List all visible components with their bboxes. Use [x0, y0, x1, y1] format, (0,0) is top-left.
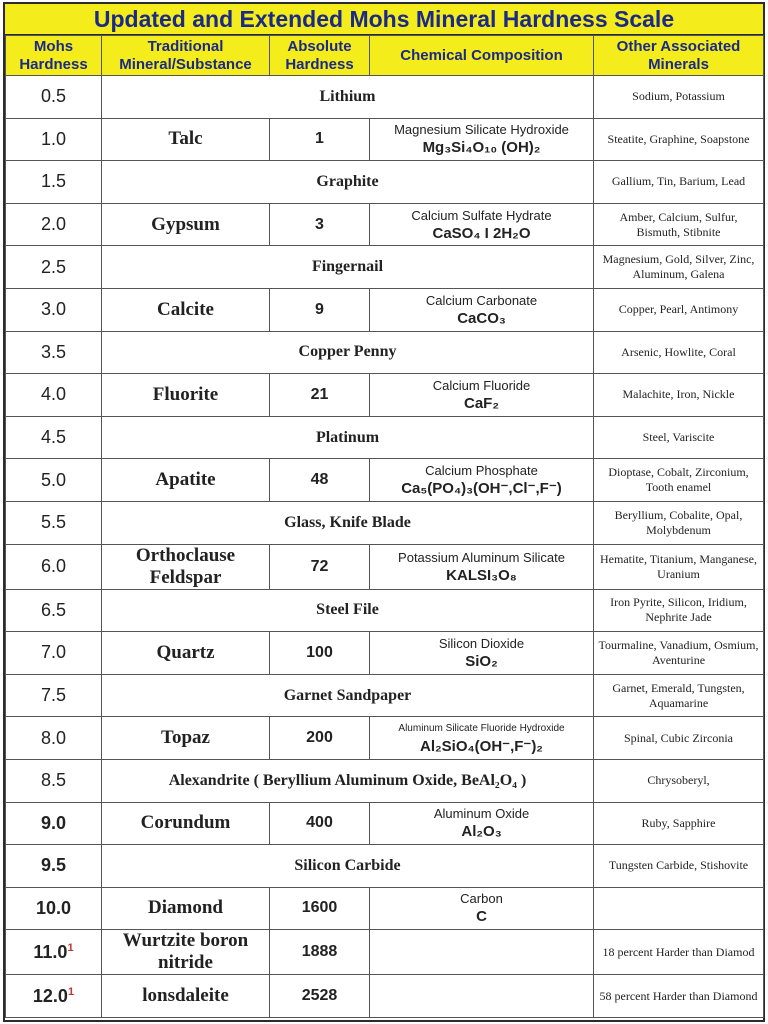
table-row [6, 501, 764, 544]
associated-minerals-cell: Sodium, Potassium [594, 76, 764, 119]
associated-minerals-cell: Arsenic, Howlite, Coral [594, 331, 764, 374]
traditional-mineral-cell: Fluorite [102, 374, 270, 417]
associated-minerals-cell: Amber, Calcium, Sulfur, Bismuth, Stibnite [594, 203, 764, 246]
chemical-formula: Ca₅(PO₄)₃(OH⁻,Cl⁻,F⁻) [401, 480, 562, 498]
mohs-value-cell [6, 374, 102, 417]
associated-minerals-cell: Magnesium, Gold, Silver, Zinc, Aluminum, Galena [594, 246, 764, 289]
chemical-composition-cell [370, 717, 594, 760]
absolute-hardness-cell: 1 [270, 118, 370, 161]
associated-minerals-cell: Tungsten Carbide, Stishovite [594, 845, 764, 888]
mohs-value: 8.5 [40, 770, 67, 791]
associated-minerals-cell: Beryllium, Cobalite, Opal, Molybdenum [594, 501, 764, 544]
substance-cell: Garnet Sandpaper [102, 674, 594, 717]
associated-minerals-cell: Chrysoberyl, [594, 759, 764, 802]
associated-minerals-cell: Tourmaline, Vanadium, Osmium, Aventurine [594, 632, 764, 675]
traditional-mineral-cell: Apatite [102, 459, 270, 502]
traditional-mineral-cell: Corundum [102, 802, 270, 845]
absolute-hardness-cell: 400 [270, 802, 370, 845]
mohs-value-cell [6, 845, 102, 888]
table-row [6, 331, 764, 374]
chemical-name: Calcium Sulfate Hydrate [411, 207, 552, 223]
chemical-composition-cell [370, 203, 594, 246]
chemical-formula: KALSI₃O₈ [446, 566, 517, 584]
traditional-mineral-cell: Gypsum [102, 203, 270, 246]
associated-minerals-cell: Ruby, Sapphire [594, 802, 764, 845]
mohs-value: 6.0 [40, 556, 67, 577]
mohs-value: 3.0 [40, 299, 67, 320]
traditional-mineral-cell: Calcite [102, 288, 270, 331]
table-row [6, 416, 764, 459]
traditional-mineral-cell: Talc [102, 118, 270, 161]
substance-cell: Steel File [102, 589, 594, 632]
header-traditional-mineral: Traditional Mineral/Substance [102, 36, 270, 76]
chemical-name: Carbon [460, 891, 503, 907]
associated-minerals-cell: Hematite, Titanium, Manganese, Uranium [594, 544, 764, 589]
chemical-name: Calcium Phosphate [425, 463, 538, 479]
table-row [6, 374, 764, 417]
chemical-formula: CaSO₄ I 2H₂O [432, 224, 531, 242]
absolute-hardness-cell: 9 [270, 288, 370, 331]
table-row [6, 161, 764, 204]
header-mohs-hardness: Mohs Hardness [6, 36, 102, 76]
chemical-formula: SiO₂ [465, 652, 498, 670]
mohs-value-cell [6, 930, 102, 975]
absolute-hardness-cell: 1888 [270, 930, 370, 975]
absolute-hardness-cell: 21 [270, 374, 370, 417]
associated-minerals-cell: Gallium, Tin, Barium, Lead [594, 161, 764, 204]
page-title: Updated and Extended Mohs Mineral Hardness Scale [5, 4, 763, 35]
mohs-value: 2.5 [40, 256, 67, 277]
substance-cell: Silicon Carbide [102, 845, 594, 888]
chemical-name: Calcium Fluoride [432, 377, 531, 393]
mohs-value: 5.0 [40, 469, 67, 490]
associated-minerals-cell [594, 887, 764, 930]
associated-minerals-cell: Iron Pyrite, Silicon, Iridium, Nephrite Jade [594, 589, 764, 632]
substance-cell: Glass, Knife Blade [102, 501, 594, 544]
chemical-composition-cell [370, 632, 594, 675]
traditional-mineral-cell: Diamond [102, 887, 270, 930]
chemical-name: Silicon Dioxide [438, 635, 525, 651]
mohs-value-cell [6, 802, 102, 845]
mohs-value-cell [6, 887, 102, 930]
chemical-composition-cell [370, 288, 594, 331]
mohs-value-cell [6, 674, 102, 717]
absolute-hardness-cell: 100 [270, 632, 370, 675]
table-row [6, 717, 764, 760]
absolute-hardness-cell: 200 [270, 717, 370, 760]
mohs-value-cell [6, 589, 102, 632]
mohs-value-cell [6, 459, 102, 502]
substance-cell: Platinum [102, 416, 594, 459]
mohs-value: 11.0 [33, 941, 68, 962]
absolute-hardness-cell: 72 [270, 544, 370, 589]
hardness-table [5, 35, 764, 1018]
associated-minerals-cell: Steatite, Graphine, Soapstone [594, 118, 764, 161]
table-row [6, 544, 764, 589]
mohs-value: 4.0 [40, 384, 67, 405]
mohs-value: 1.5 [40, 171, 67, 192]
mohs-value: 6.5 [40, 599, 67, 620]
mohs-value-cell [6, 632, 102, 675]
mohs-value-cell [6, 717, 102, 760]
chemical-composition-cell [370, 118, 594, 161]
substance-cell: Lithium [102, 76, 594, 119]
mohs-value: 5.5 [40, 512, 67, 533]
chemical-composition-cell [370, 374, 594, 417]
chemical-formula: Al₂SiO₄(OH⁻,F⁻)₂ [420, 738, 543, 756]
chemical-name: Calcium Carbonate [425, 292, 538, 308]
mohs-value: 10.0 [35, 897, 72, 918]
table-row [6, 76, 764, 119]
table-row [6, 246, 764, 289]
associated-minerals-cell: 58 percent Harder than Diamond [594, 975, 764, 1018]
mohs-value: 9.5 [40, 855, 67, 876]
associated-minerals-cell: Copper, Pearl, Antimony [594, 288, 764, 331]
footnote-marker: 1 [67, 985, 75, 998]
associated-minerals-cell: 18 percent Harder than Diamod [594, 930, 764, 975]
chemical-composition-cell [370, 544, 594, 589]
mohs-value: 9.0 [40, 812, 67, 833]
mohs-value-cell [6, 759, 102, 802]
chemical-formula: C [476, 908, 487, 926]
mohs-value: 7.0 [40, 642, 67, 663]
chemical-name: Aluminum Oxide [433, 806, 530, 822]
table-body [6, 76, 764, 1018]
traditional-mineral-cell: Orthoclause Feldspar [102, 544, 270, 589]
table-row [6, 845, 764, 888]
footnote-marker: 1 [67, 941, 74, 954]
table-row [6, 203, 764, 246]
mohs-value-cell [6, 161, 102, 204]
chemical-name: Aluminum Silicate Fluoride Hydroxide [398, 723, 565, 735]
table-row [6, 887, 764, 930]
table-row [6, 802, 764, 845]
mohs-value: 0.5 [40, 86, 67, 107]
absolute-hardness-cell: 48 [270, 459, 370, 502]
mohs-value-cell [6, 544, 102, 589]
chemical-composition-cell [370, 887, 594, 930]
traditional-mineral-cell: lonsdaleite [102, 975, 270, 1018]
mohs-value: 7.5 [40, 685, 67, 706]
table-row [6, 459, 764, 502]
mohs-value-cell [6, 288, 102, 331]
chemical-formula: CaF₂ [463, 394, 499, 412]
mohs-value: 2.0 [40, 214, 67, 235]
mohs-value-cell [6, 331, 102, 374]
absolute-hardness-cell: 2528 [270, 975, 370, 1018]
table-row [6, 632, 764, 675]
mohs-value-cell [6, 118, 102, 161]
associated-minerals-cell: Dioptase, Cobalt, Zirconium, Tooth enamel [594, 459, 764, 502]
associated-minerals-cell: Garnet, Emerald, Tungsten, Aquamarine [594, 674, 764, 717]
substance-cell: Fingernail [102, 246, 594, 289]
table-row [6, 759, 764, 802]
absolute-hardness-cell: 3 [270, 203, 370, 246]
mohs-value: 12.0 [32, 985, 68, 1006]
associated-minerals-cell: Spinal, Cubic Zirconia [594, 717, 764, 760]
header-associated-minerals: Other Associated Minerals [594, 36, 764, 76]
mohs-value-cell [6, 416, 102, 459]
chemical-composition-cell [370, 930, 594, 975]
traditional-mineral-cell: Topaz [102, 717, 270, 760]
substance-cell: Alexandrite ( Beryllium Aluminum Oxide, BeAl₂O₄ ) [102, 759, 594, 802]
table-row [6, 674, 764, 717]
substance-cell: Copper Penny [102, 331, 594, 374]
chemical-formula: CaCO₃ [457, 309, 506, 327]
chemical-name: Magnesium Silicate Hydroxide [394, 122, 569, 138]
mohs-value-cell [6, 203, 102, 246]
chemical-name: Potassium Aluminum Silicate [398, 549, 565, 565]
mohs-value-cell [6, 975, 102, 1018]
header-chemical-composition: Chemical Composition [370, 36, 594, 76]
header-row [6, 36, 764, 76]
table-row [6, 975, 764, 1018]
mohs-value-cell [6, 246, 102, 289]
mohs-value-cell [6, 76, 102, 119]
hardness-scale-sheet [3, 2, 765, 1022]
chemical-composition-cell [370, 459, 594, 502]
mohs-value: 8.0 [40, 727, 67, 748]
absolute-hardness-cell: 1600 [270, 887, 370, 930]
associated-minerals-cell: Steel, Variscite [594, 416, 764, 459]
chemical-formula: Al₂O₃ [461, 823, 502, 841]
associated-minerals-cell: Malachite, Iron, Nickle [594, 374, 764, 417]
mohs-value: 1.0 [40, 128, 67, 149]
chemical-composition-cell [370, 802, 594, 845]
table-row [6, 118, 764, 161]
mohs-value: 4.5 [40, 427, 67, 448]
table-row [6, 288, 764, 331]
mohs-value-cell [6, 501, 102, 544]
table-row [6, 589, 764, 632]
header-absolute-hardness: Absolute Hardness [270, 36, 370, 76]
mohs-value: 3.5 [40, 341, 67, 362]
traditional-mineral-cell: Quartz [102, 632, 270, 675]
traditional-mineral-cell: Wurtzite boron nitride [102, 930, 270, 975]
chemical-composition-cell [370, 975, 594, 1018]
table-row [6, 930, 764, 975]
chemical-formula: Mg₃Si₄O₁₀ (OH)₂ [422, 139, 541, 157]
substance-cell: Graphite [102, 161, 594, 204]
